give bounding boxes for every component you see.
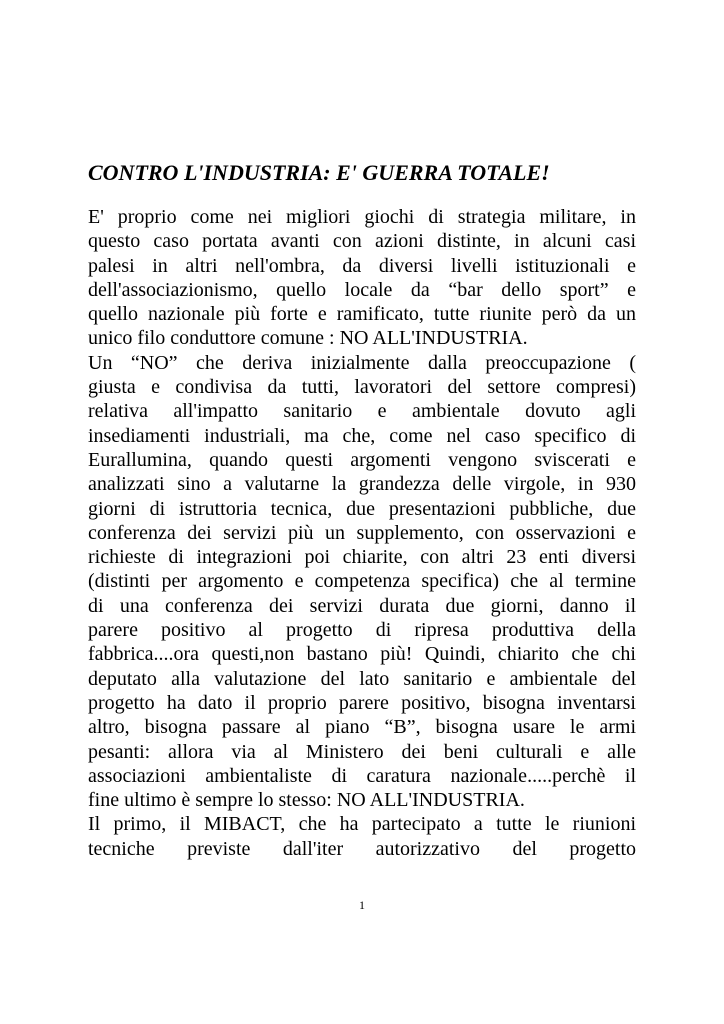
text-line: quello nazionale più forte e ramificato, tutte riunite però da un [88,303,636,326]
text-line: altro, bisogna passare al piano “B”, bisogna usare le armi [88,716,636,739]
text-line: giusta e condivisa da tutti, lavoratori del settore compresi) [88,376,636,399]
text-line: (distinti per argomento e competenza specifica) che al termine [88,570,636,593]
text-line: Il primo, il MIBACT, che ha partecipato a tutte le riunioni [88,813,636,836]
text-line: conferenza dei servizi più un supplemento, con osservazioni e [88,521,636,544]
text-line: unico filo conduttore comune : NO ALL'INDUSTRIA. [88,327,528,350]
text-line: richieste di integrazioni poi chiarite, con altri 23 enti diversi [88,546,636,569]
text-line: E' proprio come nei migliori giochi di strategia militare, in [88,206,636,228]
text-line: palesi in altri nell'ombra, da diversi livelli istituzionali e [88,254,636,277]
text-line: di una conferenza dei servizi durata due giorni, danno il [88,594,636,617]
text-line: fabbrica....ora questi,non bastano più! Quindi, chiarito che chi [88,643,636,666]
text-line: insediamenti industriali, ma che, come nel caso specifico di [88,424,636,447]
text-line: giorni di istruttoria tecnica, due presentazioni pubbliche, due [88,497,636,520]
text-line: analizzati sino a valutarne la grandezza delle virgole, in 930 [88,473,636,496]
text-line: pesanti: allora via al Ministero dei beni culturali e alle [88,740,636,763]
text-line: relativa all'impatto sanitario e ambientale dovuto agli [88,400,636,423]
text-line: progetto ha dato il proprio parere positivo, bisogna inventarsi [88,691,636,714]
text-line: fine ultimo è sempre lo stesso: NO ALL'INDUSTRIA. [88,789,525,812]
text-line: Un “NO” che deriva inizialmente dalla preoccupazione ( [88,351,636,374]
page-title: CONTRO L'INDUSTRIA: E' GUERRA TOTALE! [88,160,550,185]
text-line: deputato alla valutazione del lato sanitario e ambientale del [88,667,636,690]
text-line: questo caso portata avanti con azioni distinte, in alcuni casi [88,230,636,253]
text-line: Eurallumina, quando questi argomenti vengono sviscerati e [88,448,636,471]
text-line: parere positivo al progetto di ripresa produttiva della [88,619,636,642]
text-line: associazioni ambientaliste di caratura nazionale.....perchè il [88,764,636,787]
page-number: 1 [359,898,365,912]
body-text [88,205,636,861]
text-line: dell'associazionismo, quello locale da “bar dello sport” e [88,278,636,301]
text-line: tecniche previste dall'iter autorizzativo del progetto [88,837,636,860]
